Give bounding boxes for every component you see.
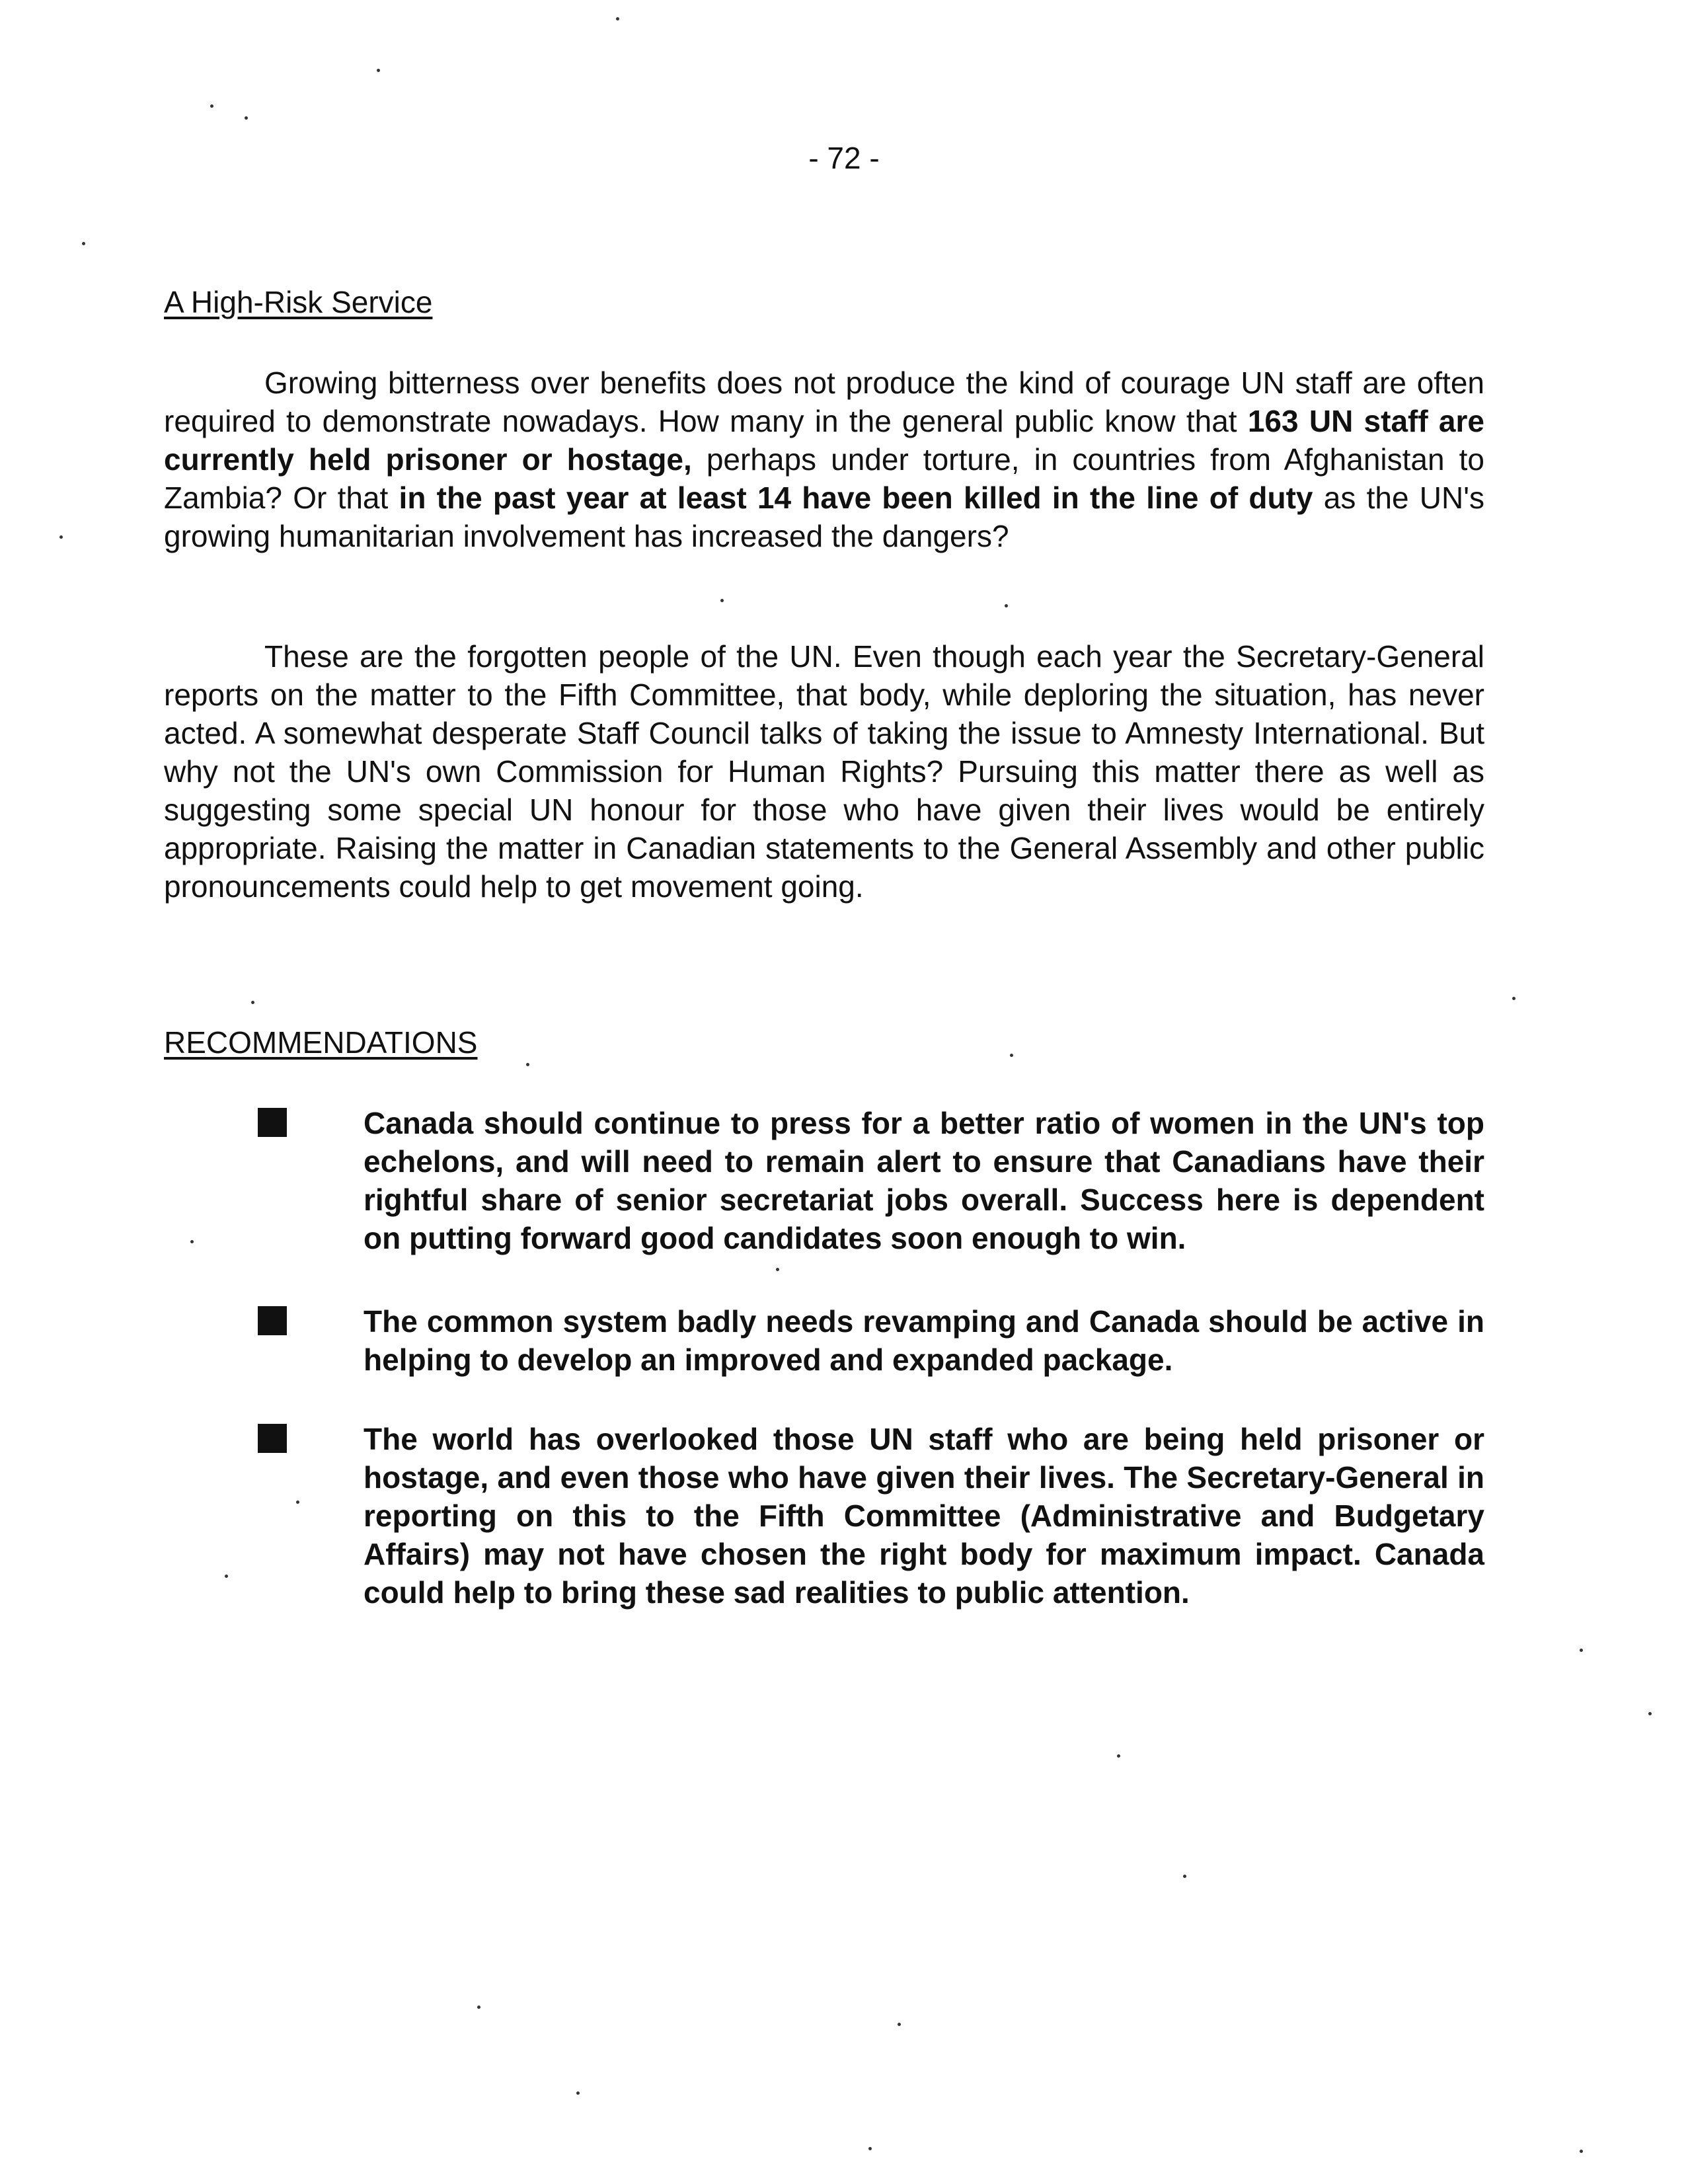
section-heading: A High-Risk Service bbox=[164, 285, 433, 319]
recommendation-text: The common system badly needs revamping and Canada should be active in helping to develop an improved and expanded package. bbox=[364, 1304, 1484, 1377]
scan-speck bbox=[1005, 604, 1008, 607]
recommendations-heading: RECOMMENDATIONS bbox=[164, 1025, 478, 1060]
scan-speck bbox=[225, 1575, 228, 1578]
scan-speck bbox=[1580, 1649, 1583, 1652]
scan-speck bbox=[720, 599, 724, 602]
paragraph-forgotten-people: These are the forgotten people of the UN. Even though each year the Secretary-General reports on the matter to the Fifth Committee, that body, while deploring the situation, has never acted. A somewhat desperate Staff Council talks of taking the issue to Amnesty International. But why not the UN's own Commission for Human Rights? Pursuing this matter there as well as suggesting some special UN honour for those who have given their lives would be entirely appropriate. Raising the matter in Canadian statements to the General Assembly and other public pronouncements could help to get movement going. bbox=[164, 639, 1484, 904]
scan-speck bbox=[251, 1001, 254, 1004]
scan-speck bbox=[1183, 1875, 1186, 1878]
scan-speck bbox=[776, 1268, 779, 1271]
page-number: - 72 - bbox=[808, 141, 880, 175]
scan-speck bbox=[296, 1501, 299, 1504]
scan-speck bbox=[245, 116, 248, 120]
scan-speck bbox=[1512, 997, 1515, 1000]
bold-statistic-killed: in the past year at least 14 have been killed in the line of duty bbox=[399, 481, 1313, 515]
scan-speck bbox=[377, 69, 380, 72]
paragraph-text: Growing bitterness over benefits does not produce the kind of courage UN staff are often required to demonstrate nowadays. How many in the general public know that bbox=[164, 366, 1484, 438]
paragraph-text: perhaps under torture, in countries from Afghanistan to Zambia? Or that bbox=[164, 442, 1484, 515]
scan-speck bbox=[526, 1063, 529, 1066]
scan-speck bbox=[1580, 2150, 1583, 2153]
paragraph-text: as the UN's growing humanitarian involvement has increased the dangers? bbox=[164, 481, 1485, 553]
scan-speck bbox=[1648, 1712, 1652, 1715]
square-bullet-icon bbox=[258, 1306, 287, 1335]
scan-speck bbox=[898, 2023, 901, 2026]
scan-speck bbox=[477, 2006, 480, 2009]
recommendation-text: The world has overlooked those UN staff who are being held prisoner or hostage, and even those who have given their lives. The Secretary-General in reporting on this to the Fifth Committee (Administrative and Budgetary Affairs) may not have chosen the right body for maximum impact. Canada could help to bring these sad realities to public attention. bbox=[364, 1422, 1484, 1610]
scan-speck bbox=[576, 2091, 580, 2095]
bold-statistic-prisoners: 163 UN staff are currently held prisoner or hostage, bbox=[164, 404, 1484, 477]
scan-speck bbox=[868, 2147, 872, 2150]
scan-speck bbox=[1010, 1054, 1013, 1057]
scan-speck bbox=[190, 1240, 194, 1243]
scan-speck bbox=[210, 104, 213, 108]
scan-speck bbox=[59, 535, 63, 539]
scan-speck bbox=[616, 17, 619, 20]
scan-speck bbox=[1117, 1754, 1120, 1758]
paragraph-high-risk-service bbox=[164, 364, 1484, 555]
square-bullet-icon bbox=[258, 1424, 287, 1453]
square-bullet-icon bbox=[258, 1108, 287, 1137]
recommendation-text: Canada should continue to press for a better ratio of women in the UN's top echelons, and will need to remain alert to ensure that Canadians have their rightful share of senior secretariat jobs overall. Success here is dependent on putting forward good candidates soon enough to win. bbox=[364, 1106, 1484, 1255]
scan-speck bbox=[82, 242, 85, 245]
